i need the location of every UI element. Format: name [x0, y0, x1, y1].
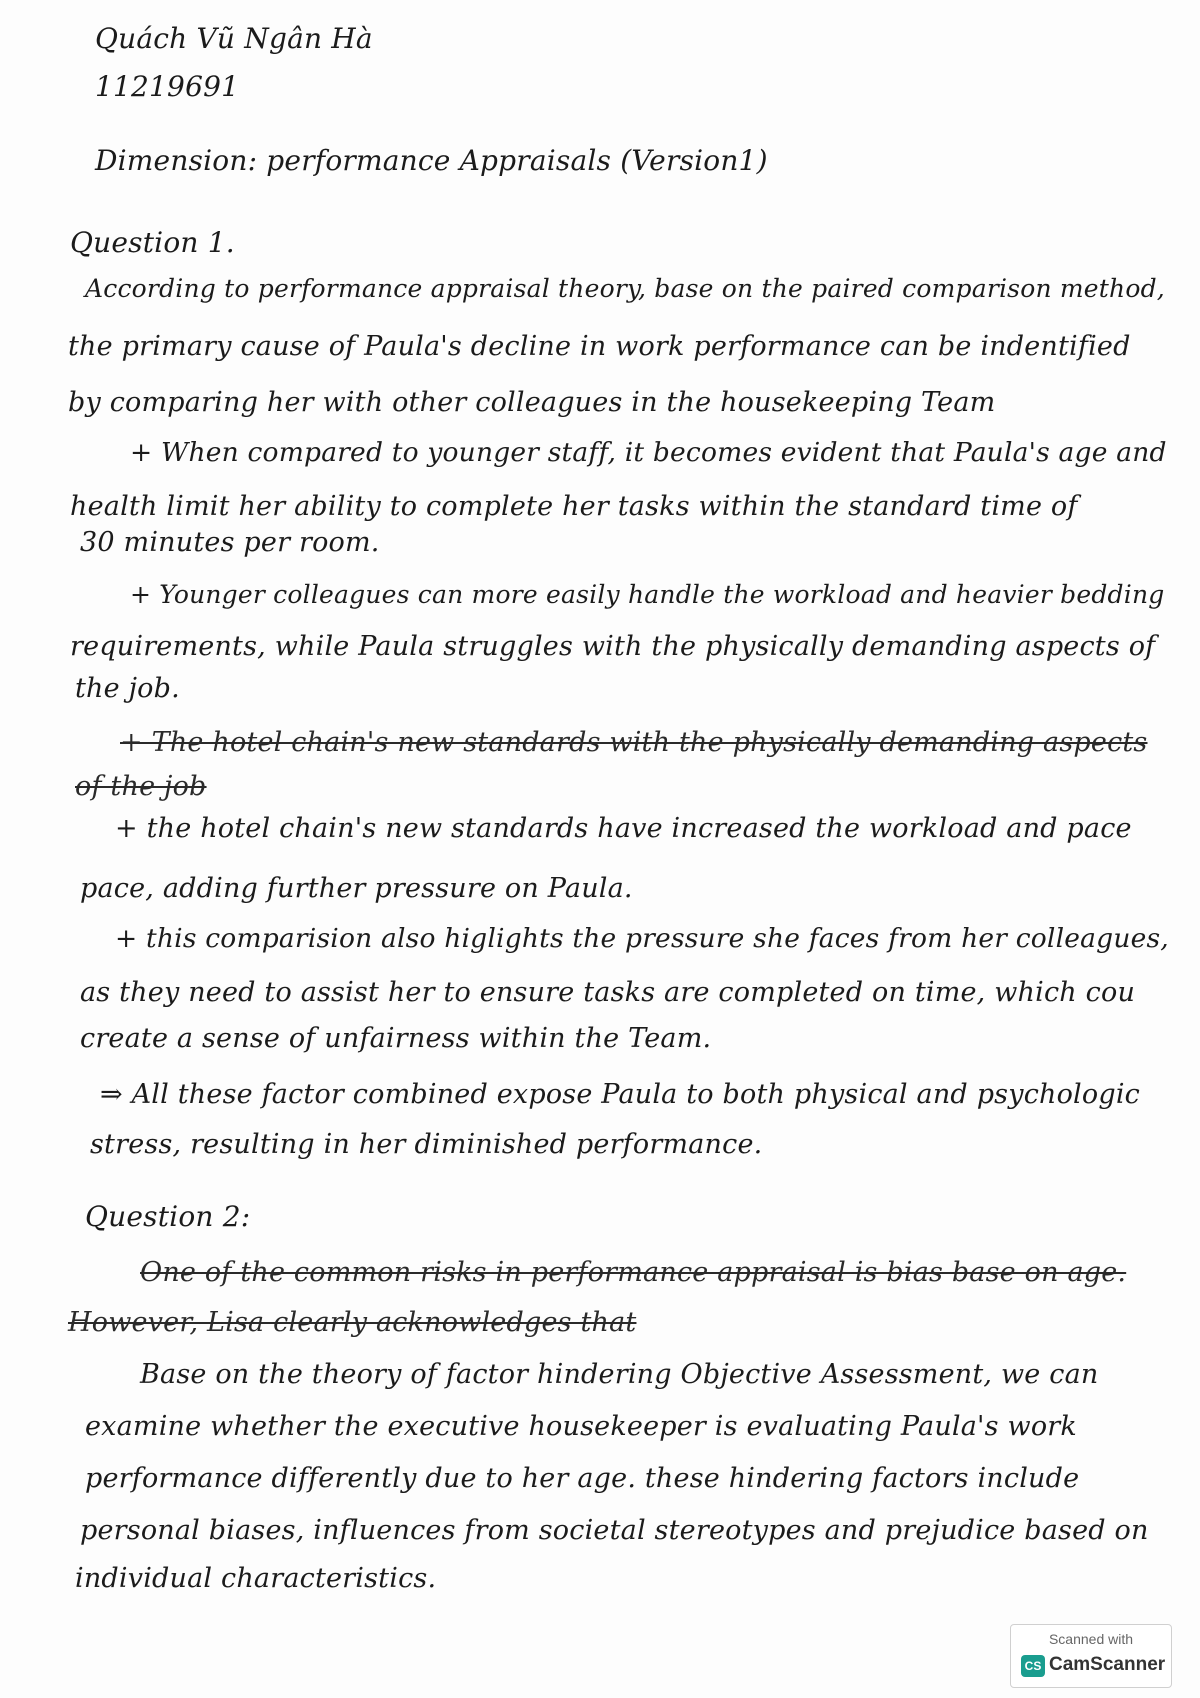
q1-line: as they need to assist her to ensure tasks are completed on time, which cou [80, 977, 1136, 1008]
student-name: Quách Vũ Ngân Hà [95, 22, 373, 55]
q1-line: by comparing her with other colleagues in the housekeeping Team [68, 387, 996, 418]
q2-line: examine whether the executive housekeeper is evaluating Paula's work [85, 1411, 1077, 1442]
q1-line: the primary cause of Paula's decline in work performance can be indentified [68, 331, 1131, 362]
q2-line: performance differently due to her age. these hindering factors include [85, 1463, 1080, 1494]
stamp-caption: Scanned with [1048, 1631, 1134, 1647]
q1-line: create a sense of unfairness within the Team. [80, 1023, 712, 1054]
q1-line: pace, adding further pressure on Paula. [80, 873, 633, 904]
q1-conclusion-line: ⇒ All these factor combined expose Paula to both physical and psychologic [100, 1079, 1140, 1110]
camscanner-logo-icon: CS [1021, 1655, 1045, 1677]
q2-line: Base on the theory of factor hindering Objective Assessment, we can [140, 1359, 1099, 1390]
dimension-title: Dimension: performance Appraisals (Version1) [95, 144, 768, 177]
q1-line: According to performance appraisal theory, base on the paired comparison method, [85, 274, 1165, 303]
q1-line: + Younger colleagues can more easily handle the workload and heavier bedding [130, 580, 1165, 609]
q2-line: personal biases, influences from societal stereotypes and prejudice based on [80, 1515, 1149, 1546]
camscanner-stamp [1010, 1624, 1172, 1688]
student-id: 11219691 [95, 70, 240, 103]
question-2-heading: Question 2: [85, 1200, 251, 1233]
q1-struck-line: + The hotel chain's new standards with the physically demanding aspects [120, 727, 1148, 758]
q2-line: individual characteristics. [75, 1563, 437, 1594]
q1-struck-line: of the job [75, 771, 207, 802]
q2-struck-line: However, Lisa clearly acknowledges that [68, 1307, 637, 1338]
q1-conclusion-line: stress, resulting in her diminished performance. [90, 1129, 763, 1160]
q1-line: the job. [75, 673, 180, 704]
q1-line: health limit her ability to complete her tasks within the standard time of [70, 491, 1078, 522]
q1-line: + the hotel chain's new standards have increased the workload and pace [115, 813, 1132, 844]
q1-line: 30 minutes per room. [80, 527, 380, 558]
q1-line: + this comparision also higlights the pressure she faces from her colleagues, [115, 923, 1169, 954]
q1-line: requirements, while Paula struggles with the physically demanding aspects of [70, 631, 1156, 662]
stamp-brand: CamScanner [1049, 1654, 1166, 1675]
q1-line: + When compared to younger staff, it becomes evident that Paula's age and [130, 437, 1167, 468]
question-1-heading: Question 1. [70, 226, 235, 259]
q2-struck-line: One of the common risks in performance appraisal is bias base on age. [140, 1257, 1127, 1288]
